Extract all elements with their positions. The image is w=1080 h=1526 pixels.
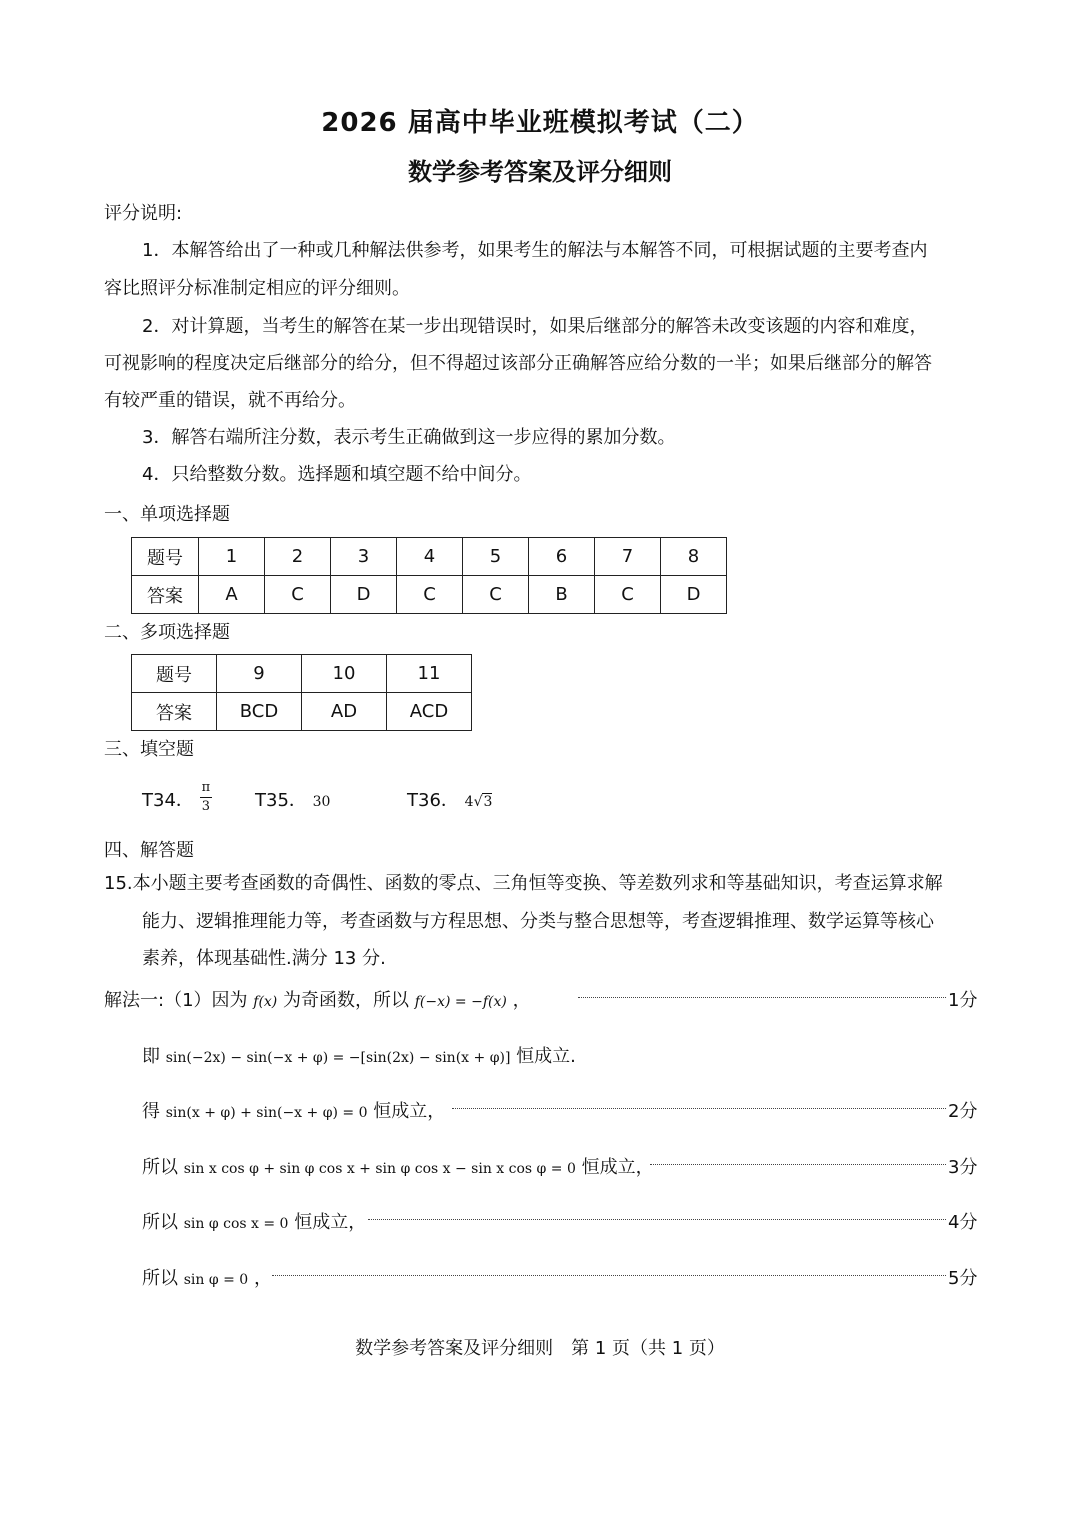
t36-label: T36． [407, 790, 459, 811]
row-label-question: 题号 [132, 655, 217, 693]
step-6-equation: sin φ = 0 [183, 1272, 249, 1288]
question-number: 7 [595, 538, 661, 576]
step-5-end: 恒成立， [294, 1212, 367, 1233]
q15-intro-line-3: 素养，体现基础性.满分 13 分. [142, 948, 386, 969]
row-label-question: 题号 [132, 538, 199, 576]
notes-heading: 评分说明: [104, 203, 183, 224]
step-2-prefix: 即 [142, 1046, 160, 1067]
question-number: 6 [529, 538, 595, 576]
q15-intro-line-1: 15.本小题主要考查函数的奇偶性、函数的零点、三角恒等变换、等差数列求和等基础知识，考查运算求解 [104, 873, 943, 894]
answer-cell: C [463, 576, 529, 614]
step-1-fx: f(x) [253, 994, 278, 1010]
row-label-answer: 答案 [132, 576, 199, 614]
question-number: 10 [302, 655, 387, 693]
step-4-prefix: 所以 [142, 1157, 178, 1178]
t34-label: T34． [142, 790, 194, 811]
answer-cell: ACD [387, 693, 472, 731]
t36-value: 4√3 [464, 794, 493, 810]
multiple-choice-table [131, 654, 472, 731]
step-1-score: 1分 [948, 990, 978, 1011]
fill-blank-t36 [407, 786, 492, 812]
t36-coefficient: 4 [464, 794, 474, 810]
step-5-equation: sin φ cos x = 0 [183, 1216, 289, 1232]
solution-step-6 [142, 1264, 272, 1290]
solution-step-3 [142, 1097, 445, 1123]
solution-step-1 [104, 986, 531, 1012]
answer-cell: AD [302, 693, 387, 731]
step-2-equation: sin(−2x) − sin(−x + φ) = −[sin(2x) − sin(x + φ)] [165, 1050, 511, 1066]
step-4-score: 3分 [948, 1157, 978, 1178]
table-row [132, 538, 727, 576]
t34-numerator: π [200, 779, 213, 798]
fill-blank-t35 [255, 786, 330, 812]
step-3-end: 恒成立， [373, 1101, 446, 1122]
question-number: 1 [199, 538, 265, 576]
score-leader [368, 1219, 946, 1220]
step-2-end: 恒成立. [516, 1046, 576, 1067]
section-1-heading: 一、单项选择题 [104, 504, 230, 525]
note-3: 3．解答右端所注分数，表示考生正确做到这一步应得的累加分数。 [142, 427, 676, 448]
answer-cell: A [199, 576, 265, 614]
step-4-equation: sin x cos φ + sin φ cos x + sin φ cos x − sin x cos φ = 0 [183, 1161, 576, 1177]
answer-cell: C [397, 576, 463, 614]
step-6-prefix: 所以 [142, 1268, 178, 1289]
question-number: 2 [265, 538, 331, 576]
page-footer: 数学参考答案及评分细则 第 1 页（共 1 页） [355, 1338, 725, 1359]
score-leader [578, 997, 946, 998]
step-5-prefix: 所以 [142, 1212, 178, 1233]
question-number: 5 [463, 538, 529, 576]
t35-value: 30 [312, 794, 331, 810]
page-title: 2026 届高中毕业班模拟考试（二） [321, 108, 759, 138]
step-3-score: 2分 [948, 1101, 978, 1122]
solution-step-5 [142, 1208, 366, 1234]
t35-label: T35． [255, 790, 307, 811]
answer-cell: D [661, 576, 727, 614]
note-2-line-3: 有较严重的错误，就不再给分。 [104, 390, 356, 411]
solution-step-2 [142, 1042, 576, 1068]
answer-cell: C [265, 576, 331, 614]
step-1-equation: f(−x) = −f(x) [414, 994, 507, 1010]
step-6-end: ， [253, 1268, 272, 1289]
note-1-line-2: 容比照评分标准制定相应的评分细则。 [104, 278, 410, 299]
step-1-end: ， [512, 990, 531, 1011]
section-2-heading: 二、多项选择题 [104, 622, 230, 643]
section-4-heading: 四、解答题 [104, 840, 194, 861]
step-5-score: 4分 [948, 1212, 978, 1233]
table-row [132, 655, 472, 693]
question-number: 11 [387, 655, 472, 693]
note-4: 4．只给整数分数。选择题和填空题不给中间分。 [142, 464, 532, 485]
score-leader [272, 1275, 946, 1276]
t36-radicand: 3 [483, 794, 493, 810]
note-2-line-2: 可视影响的程度决定后继部分的给分，但不得超过该部分正确解答应给分数的一半；如果后继部分的解答 [104, 353, 932, 374]
q15-intro-line-2: 能力、逻辑推理能力等，考查函数与方程思想、分类与整合思想等，考查逻辑推理、数学运算等核心 [142, 911, 934, 932]
solution-step-4 [142, 1153, 654, 1179]
answer-cell: BCD [217, 693, 302, 731]
step-1-prefix: 解法一:（1）因为 [104, 990, 248, 1011]
question-number: 4 [397, 538, 463, 576]
step-6-score: 5分 [948, 1268, 978, 1289]
score-leader [452, 1108, 946, 1109]
question-number: 8 [661, 538, 727, 576]
single-choice-table [131, 537, 727, 614]
fill-blank-t34 [142, 779, 212, 816]
section-3-heading: 三、填空题 [104, 739, 194, 760]
step-3-prefix: 得 [142, 1101, 160, 1122]
question-number: 3 [331, 538, 397, 576]
answer-cell: D [331, 576, 397, 614]
t34-denominator: 3 [201, 798, 211, 814]
score-leader [650, 1164, 946, 1165]
note-2-line-1: 2．对计算题，当考生的解答在某一步出现错误时，如果后继部分的解答未改变该题的内容和难度， [142, 316, 928, 337]
table-row [132, 576, 727, 614]
question-number: 9 [217, 655, 302, 693]
answer-cell: C [595, 576, 661, 614]
step-1-middle: 为奇函数，所以 [283, 990, 410, 1011]
answer-cell: B [529, 576, 595, 614]
step-4-end: 恒成立， [581, 1157, 654, 1178]
table-row [132, 693, 472, 731]
note-1-line-1: 1．本解答给出了一种或几种解法供参考，如果考生的解法与本解答不同，可根据试题的主要考查内 [142, 240, 928, 261]
row-label-answer: 答案 [132, 693, 217, 731]
page-subtitle: 数学参考答案及评分细则 [408, 158, 672, 186]
step-3-equation: sin(x + φ) + sin(−x + φ) = 0 [165, 1105, 368, 1121]
t34-fraction [200, 779, 213, 816]
